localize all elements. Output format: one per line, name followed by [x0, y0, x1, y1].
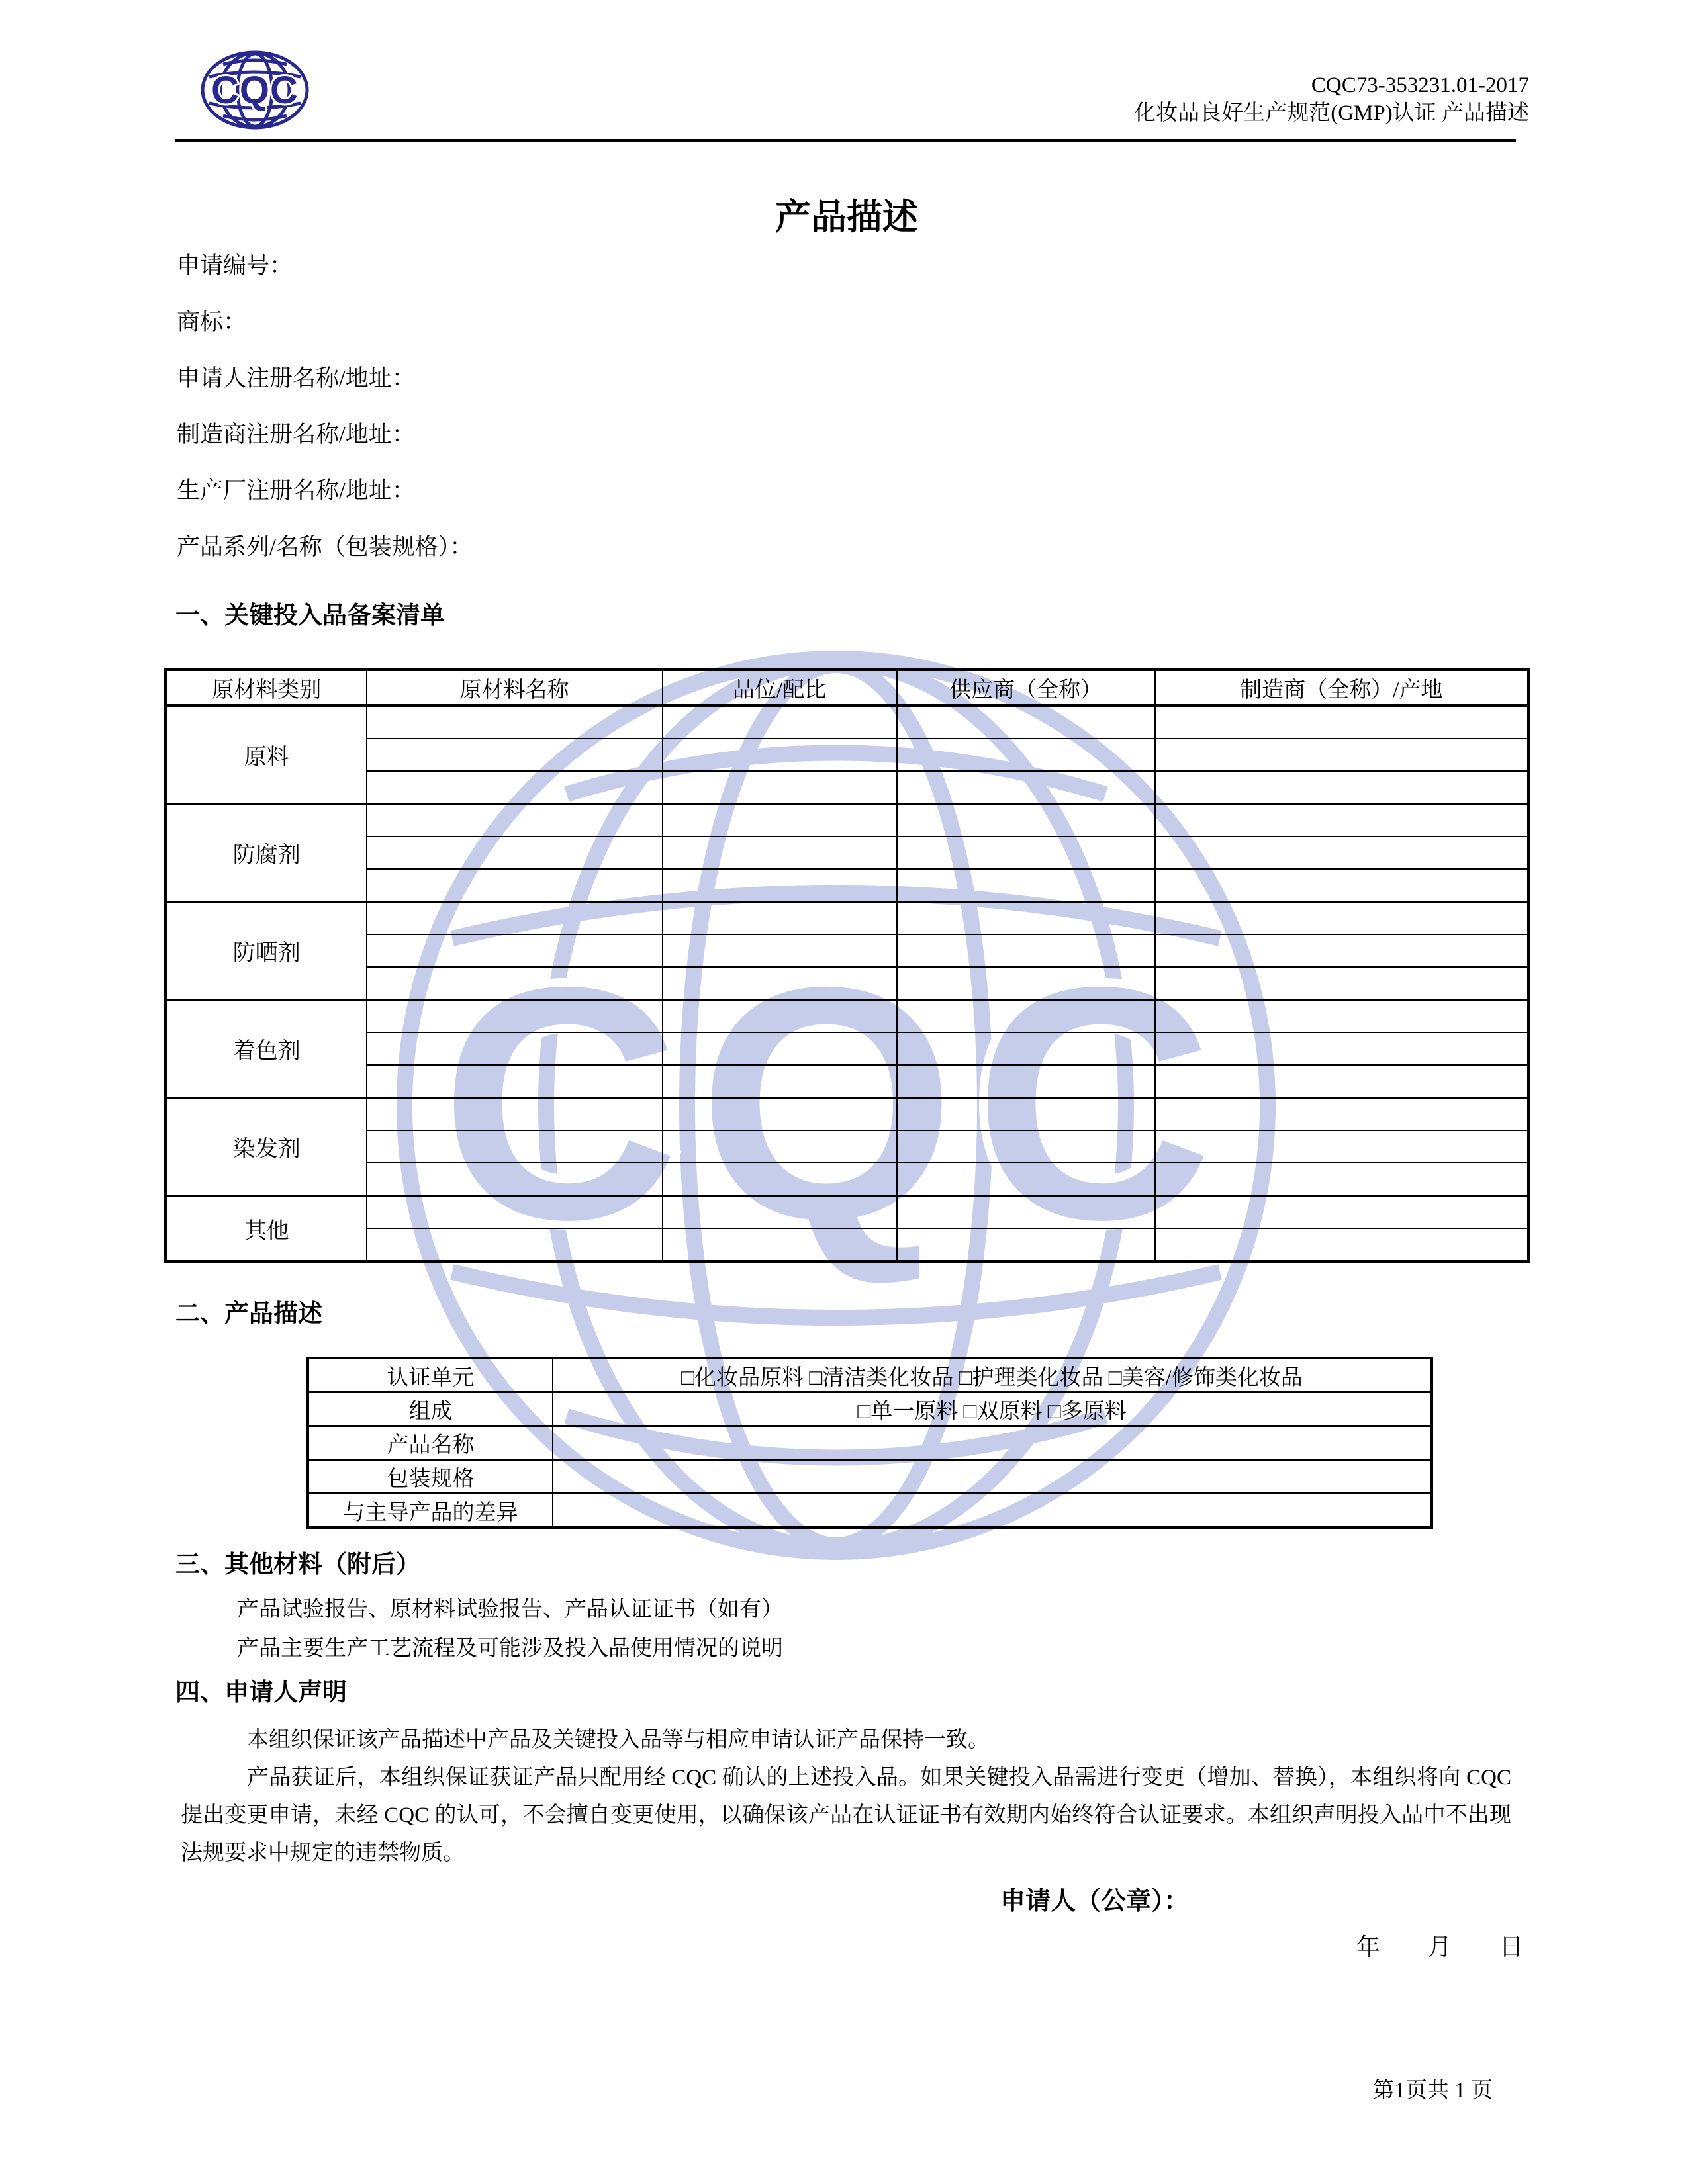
- table-row: [166, 967, 1529, 1000]
- table-row: [166, 1163, 1529, 1196]
- table-row: [166, 1032, 1529, 1065]
- row-label-certification-unit: 认证单元: [308, 1358, 553, 1392]
- table-cell: [367, 837, 663, 869]
- applicant-seal-label: 申请人（公章）：: [1000, 1888, 1190, 1915]
- table-cell: [1155, 771, 1529, 804]
- declaration-paragraph-1: 本组织保证该产品描述中产品及关键投入品等与相应申请认证产品保持一致。: [247, 1728, 990, 1752]
- table-cell: [663, 1228, 897, 1262]
- header-rule: [175, 139, 1516, 142]
- table-cell: [897, 1065, 1155, 1098]
- table-row: [308, 1494, 1432, 1528]
- section3-heading: 三、其他材料（附后）: [175, 1551, 420, 1578]
- table-cell: [1155, 1000, 1529, 1033]
- table-row: [166, 1130, 1529, 1163]
- table-cell: [367, 804, 663, 837]
- table-cell: [663, 1163, 897, 1196]
- table-cell: [1155, 837, 1529, 869]
- table-cell: [367, 869, 663, 902]
- row-group-other: 其他: [166, 1196, 367, 1262]
- page-number: 第1页共 1 页: [1372, 2079, 1493, 2103]
- table-cell: [897, 1163, 1155, 1196]
- table-cell: [663, 804, 897, 837]
- table-cell: [897, 771, 1155, 804]
- table-cell: [897, 934, 1155, 967]
- row-group-hair-dye: 染发剂: [166, 1098, 367, 1196]
- document-body: [164, 185, 1529, 1961]
- table-cell: [663, 967, 897, 1000]
- field-application-number: 申请编号：: [177, 253, 293, 279]
- table-cell: [1155, 967, 1529, 1000]
- table-cell: [1155, 902, 1529, 935]
- table-cell: [897, 869, 1155, 902]
- table-cell: [897, 1228, 1155, 1262]
- table-cell: [663, 1098, 897, 1131]
- row-label-product-name: 产品名称: [308, 1426, 553, 1460]
- table-cell: [367, 1196, 663, 1229]
- table-cell: [1155, 1228, 1529, 1262]
- declaration-paragraph-2: 产品获证后，本组织保证获证产品只配用经 CQC 确认的上述投入品。如果关键投入品需进行变更（增加、替换），本组织将向 CQC 提出变更申请，未经 CQC 的认可，不会擅自变更使用，以确保该产品在认证证书有效期内始终符合认证要求。本组织声明投入品中不出现法规要求中规定的违禁物质。: [181, 1766, 1511, 1865]
- col-header-material-name: 原材料名称: [367, 670, 663, 706]
- table-cell: [1155, 1032, 1529, 1065]
- table-cell: [897, 739, 1155, 771]
- table-cell: [897, 837, 1155, 869]
- table-row: [166, 1098, 1529, 1131]
- section2-heading: 二、产品描述: [175, 1300, 322, 1327]
- col-header-material-category: 原材料类别: [166, 670, 367, 706]
- application-fields: [164, 254, 1529, 559]
- table-cell: [663, 771, 897, 804]
- doc-subtitle: 化妆品良好生产规范(GMP)认证 产品描述: [1134, 101, 1529, 125]
- table-cell: [1155, 1130, 1529, 1163]
- field-applicant-name-address: 申请人注册名称/地址：: [177, 365, 415, 391]
- section4-heading: 四、申请人声明: [175, 1678, 347, 1706]
- table-row: [308, 1460, 1432, 1494]
- table-row: [166, 739, 1529, 771]
- table-cell: [367, 1163, 663, 1196]
- table-row: [308, 1392, 1432, 1426]
- difference-cell: [553, 1494, 1432, 1528]
- table-cell: [1155, 1196, 1529, 1229]
- table-row: [308, 1426, 1432, 1460]
- product-name-cell: [553, 1426, 1432, 1460]
- table-cell: [897, 1196, 1155, 1229]
- table-cell: [897, 967, 1155, 1000]
- row-group-colorant: 着色剂: [166, 1000, 367, 1098]
- table-cell: [663, 1032, 897, 1065]
- table-cell: [367, 705, 663, 739]
- table-row: [166, 1065, 1529, 1098]
- cqc-logo-icon: [199, 48, 311, 132]
- field-product-series-name: 产品系列/名称（包装规格）：: [177, 534, 473, 560]
- table-cell: [367, 934, 663, 967]
- table-cell: [1155, 739, 1529, 771]
- attachment-item-2: 产品主要生产工艺流程及可能涉及投入品使用情况的说明: [237, 1637, 783, 1661]
- table-cell: [367, 739, 663, 771]
- table-row: [166, 902, 1529, 935]
- table-cell: [367, 1130, 663, 1163]
- doc-number: CQC73-353231.01-2017: [1311, 73, 1529, 97]
- table-cell: [367, 771, 663, 804]
- packaging-spec-cell: [553, 1460, 1432, 1494]
- row-group-raw-material: 原料: [166, 705, 367, 804]
- table-cell: [897, 1098, 1155, 1131]
- table-row: [166, 771, 1529, 804]
- table-cell: [897, 1130, 1155, 1163]
- applicant-declaration: [181, 1721, 1511, 1872]
- section1-heading: 一、关键投入品备案清单: [175, 602, 445, 629]
- table-row: [166, 1196, 1529, 1229]
- col-header-supplier: 供应商（全称）: [897, 670, 1155, 706]
- table-row: [166, 1000, 1529, 1033]
- table-row: [166, 934, 1529, 967]
- table-row: [166, 1228, 1529, 1262]
- row-label-packaging-spec: 包装规格: [308, 1460, 553, 1494]
- table-row: [166, 869, 1529, 902]
- table-row: [166, 705, 1529, 739]
- table-cell: [367, 967, 663, 1000]
- table-cell: [1155, 804, 1529, 837]
- table-cell: [663, 902, 897, 935]
- table-cell: [1155, 934, 1529, 967]
- field-trademark: 商标：: [177, 309, 247, 335]
- table-cell: [663, 837, 897, 869]
- row-group-preservative: 防腐剂: [166, 804, 367, 902]
- row-group-sunscreen-agent: 防晒剂: [166, 902, 367, 1000]
- table-cell: [663, 1130, 897, 1163]
- table-cell: [897, 1000, 1155, 1033]
- row-label-difference-from-lead-product: 与主导产品的差异: [308, 1494, 553, 1528]
- col-header-grade-ratio: 品位/配比: [663, 670, 897, 706]
- table-cell: [1155, 869, 1529, 902]
- table-cell: [1155, 705, 1529, 739]
- product-description-table: [306, 1357, 1433, 1529]
- table-cell: [663, 1000, 897, 1033]
- table-cell: [367, 1065, 663, 1098]
- table-cell: [663, 869, 897, 902]
- watermark-text: CQC: [440, 918, 1232, 1288]
- table-cell: [663, 705, 897, 739]
- table-cell: [1155, 1098, 1529, 1131]
- field-factory-name-address: 生产厂注册名称/地址：: [177, 478, 415, 504]
- table-cell: [367, 1000, 663, 1033]
- table-cell: [897, 902, 1155, 935]
- table-row: [166, 804, 1529, 837]
- key-input-materials-table: [164, 668, 1530, 1263]
- table-cell: [367, 1098, 663, 1131]
- attachment-item-1: 产品试验报告、原材料试验报告、产品认证证书（如有）: [237, 1598, 783, 1621]
- logo-text: CQC: [211, 69, 299, 112]
- table-cell: [897, 1032, 1155, 1065]
- row-label-composition: 组成: [308, 1392, 553, 1426]
- table-row: [308, 1358, 1432, 1392]
- table-cell: [663, 1196, 897, 1229]
- table-cell: [663, 1065, 897, 1098]
- table-cell: [897, 804, 1155, 837]
- table-cell: [897, 705, 1155, 739]
- col-header-manufacturer-origin: 制造商（全称）/产地: [1155, 670, 1529, 706]
- table-cell: [367, 902, 663, 935]
- table-cell: [663, 739, 897, 771]
- table-cell: [367, 1228, 663, 1262]
- table-cell: [367, 1032, 663, 1065]
- table-cell: [1155, 1163, 1529, 1196]
- table-header-row: [166, 670, 1529, 706]
- date-line: 年 月 日: [1356, 1934, 1524, 1960]
- table-cell: [1155, 1065, 1529, 1098]
- certification-unit-options: □化妆品原料 □清洁类化妆品 □护理类化妆品 □美容/修饰类化妆品: [553, 1358, 1432, 1392]
- page-title: 产品描述: [775, 197, 918, 237]
- table-cell: [663, 934, 897, 967]
- field-manufacturer-name-address: 制造商注册名称/地址：: [177, 422, 415, 447]
- header-doc-info: [1134, 71, 1529, 127]
- table-row: [166, 837, 1529, 869]
- composition-options: □单一原料 □双原料 □多原料: [553, 1392, 1432, 1426]
